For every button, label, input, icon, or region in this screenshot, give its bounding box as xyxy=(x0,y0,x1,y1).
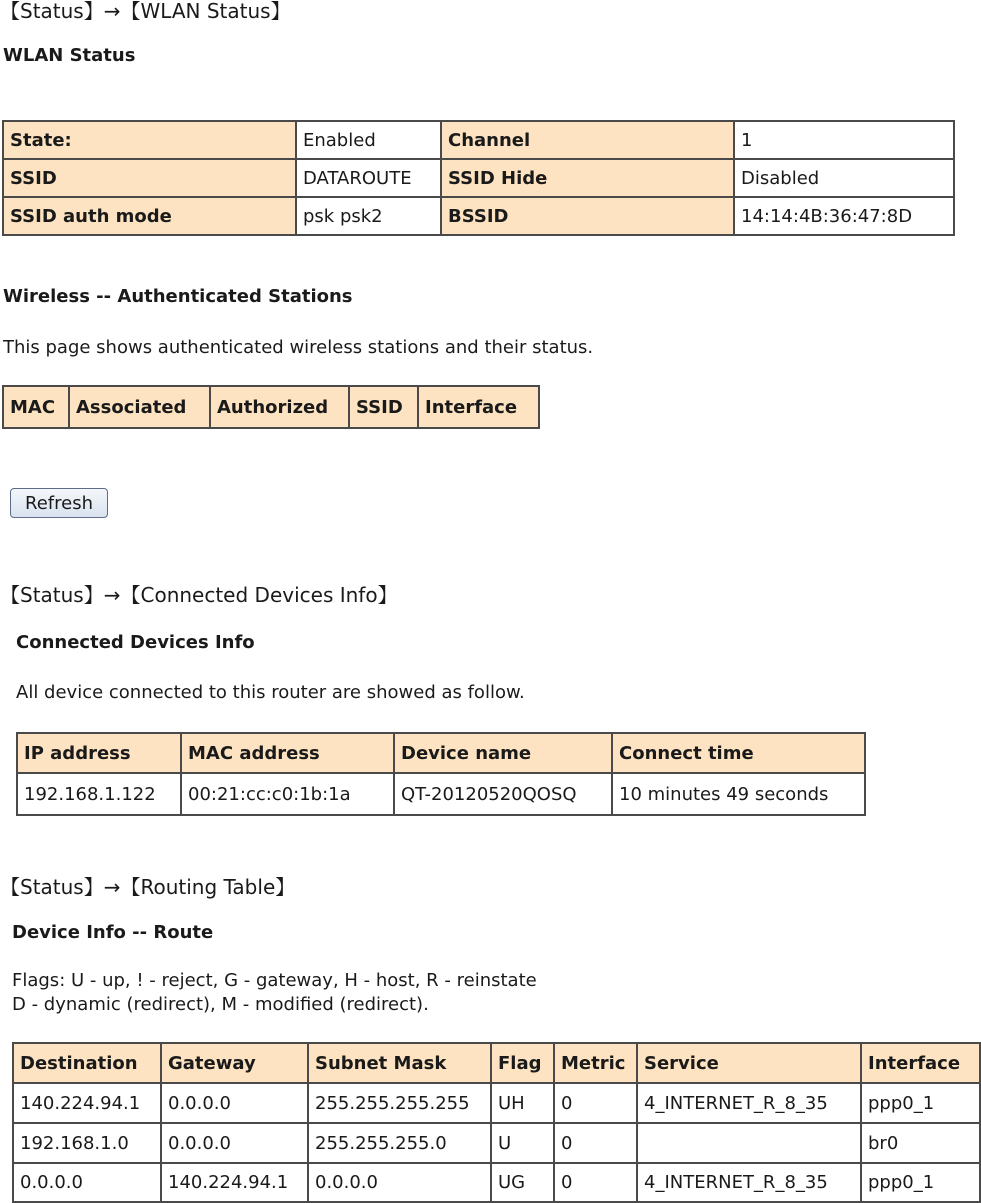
col-header-flag: Flag xyxy=(491,1043,554,1083)
stations-table xyxy=(2,385,540,429)
route-metric: 0 xyxy=(554,1123,637,1163)
wlan-status-title: WLAN Status xyxy=(3,45,136,66)
stations-title: Wireless -- Authenticated Stations xyxy=(3,286,353,307)
table-row xyxy=(3,121,954,159)
bssid-value: 14:14:4B:36:47:8D xyxy=(734,197,954,235)
ssid-label: SSID xyxy=(3,159,296,197)
col-header-interface: Interface xyxy=(418,386,539,428)
route-service: 4_INTERNET_R_8_35 xyxy=(637,1163,861,1202)
route-subnet-mask: 255.255.255.255 xyxy=(308,1083,491,1123)
connected-devices-table xyxy=(16,732,866,816)
ssid-value: DATAROUTE xyxy=(296,159,441,197)
col-header-associated: Associated xyxy=(69,386,210,428)
route-flag: UG xyxy=(491,1163,554,1202)
refresh-button[interactable]: Refresh xyxy=(10,488,108,518)
stations-description: This page shows authenticated wireless stations and their status. xyxy=(3,337,594,358)
col-header-gateway: Gateway xyxy=(161,1043,308,1083)
channel-value: 1 xyxy=(734,121,954,159)
col-header-connect-time: Connect time xyxy=(612,733,865,773)
table-row xyxy=(17,773,865,815)
col-header-interface: Interface xyxy=(861,1043,980,1083)
ssid-hide-value: Disabled xyxy=(734,159,954,197)
ssid-auth-mode-value: psk psk2 xyxy=(296,197,441,235)
route-metric: 0 xyxy=(554,1083,637,1123)
connected-devices-title: Connected Devices Info xyxy=(16,632,255,653)
col-header-mac: MAC xyxy=(3,386,69,428)
route-interface: br0 xyxy=(861,1123,980,1163)
connected-devices-description: All device connected to this router are showed as follow. xyxy=(16,682,525,703)
route-service: 4_INTERNET_R_8_35 xyxy=(637,1083,861,1123)
route-subnet-mask: 255.255.255.0 xyxy=(308,1123,491,1163)
table-row xyxy=(3,197,954,235)
col-header-ssid: SSID xyxy=(349,386,418,428)
col-header-authorized: Authorized xyxy=(210,386,349,428)
route-destination: 0.0.0.0 xyxy=(13,1163,161,1202)
flags-legend-line1: Flags: U - up, ! - reject, G - gateway, H - host, R - reinstate xyxy=(12,970,537,991)
breadcrumb-routing-table: 【Status】→【Routing Table】 xyxy=(0,875,296,899)
col-header-ip-address: IP address xyxy=(17,733,181,773)
ssid-auth-mode-label: SSID auth mode xyxy=(3,197,296,235)
table-header-row xyxy=(17,733,865,773)
state-value: Enabled xyxy=(296,121,441,159)
channel-label: Channel xyxy=(441,121,734,159)
route-gateway: 140.224.94.1 xyxy=(161,1163,308,1202)
route-gateway: 0.0.0.0 xyxy=(161,1123,308,1163)
table-header-row xyxy=(3,386,539,428)
route-flag: U xyxy=(491,1123,554,1163)
route-interface: ppp0_1 xyxy=(861,1083,980,1123)
bssid-label: BSSID xyxy=(441,197,734,235)
breadcrumb-wlan-status: 【Status】→【WLAN Status】 xyxy=(0,0,291,23)
col-header-device-name: Device name xyxy=(394,733,612,773)
route-gateway: 0.0.0.0 xyxy=(161,1083,308,1123)
device-name: QT-20120520QOSQ xyxy=(394,773,612,815)
table-row xyxy=(13,1083,980,1123)
device-connect-time: 10 minutes 49 seconds xyxy=(612,773,865,815)
device-mac: 00:21:cc:c0:1b:1a xyxy=(181,773,394,815)
route-subnet-mask: 0.0.0.0 xyxy=(308,1163,491,1202)
table-row xyxy=(3,159,954,197)
col-header-mac-address: MAC address xyxy=(181,733,394,773)
state-label: State: xyxy=(3,121,296,159)
wlan-status-table xyxy=(2,120,955,236)
table-row xyxy=(13,1163,980,1202)
routing-table xyxy=(12,1042,981,1203)
route-metric: 0 xyxy=(554,1163,637,1202)
table-header-row xyxy=(13,1043,980,1083)
route-flag: UH xyxy=(491,1083,554,1123)
device-ip: 192.168.1.122 xyxy=(17,773,181,815)
col-header-metric: Metric xyxy=(554,1043,637,1083)
route-destination: 192.168.1.0 xyxy=(13,1123,161,1163)
table-row xyxy=(13,1123,980,1163)
breadcrumb-connected-devices: 【Status】→【Connected Devices Info】 xyxy=(0,583,398,607)
ssid-hide-label: SSID Hide xyxy=(441,159,734,197)
col-header-destination: Destination xyxy=(13,1043,161,1083)
route-service xyxy=(637,1123,861,1163)
route-interface: ppp0_1 xyxy=(861,1163,980,1202)
col-header-subnet-mask: Subnet Mask xyxy=(308,1043,491,1083)
flags-legend-line2: D - dynamic (redirect), M - modified (redirect). xyxy=(12,994,429,1015)
route-title: Device Info -- Route xyxy=(12,922,214,943)
col-header-service: Service xyxy=(637,1043,861,1083)
route-destination: 140.224.94.1 xyxy=(13,1083,161,1123)
